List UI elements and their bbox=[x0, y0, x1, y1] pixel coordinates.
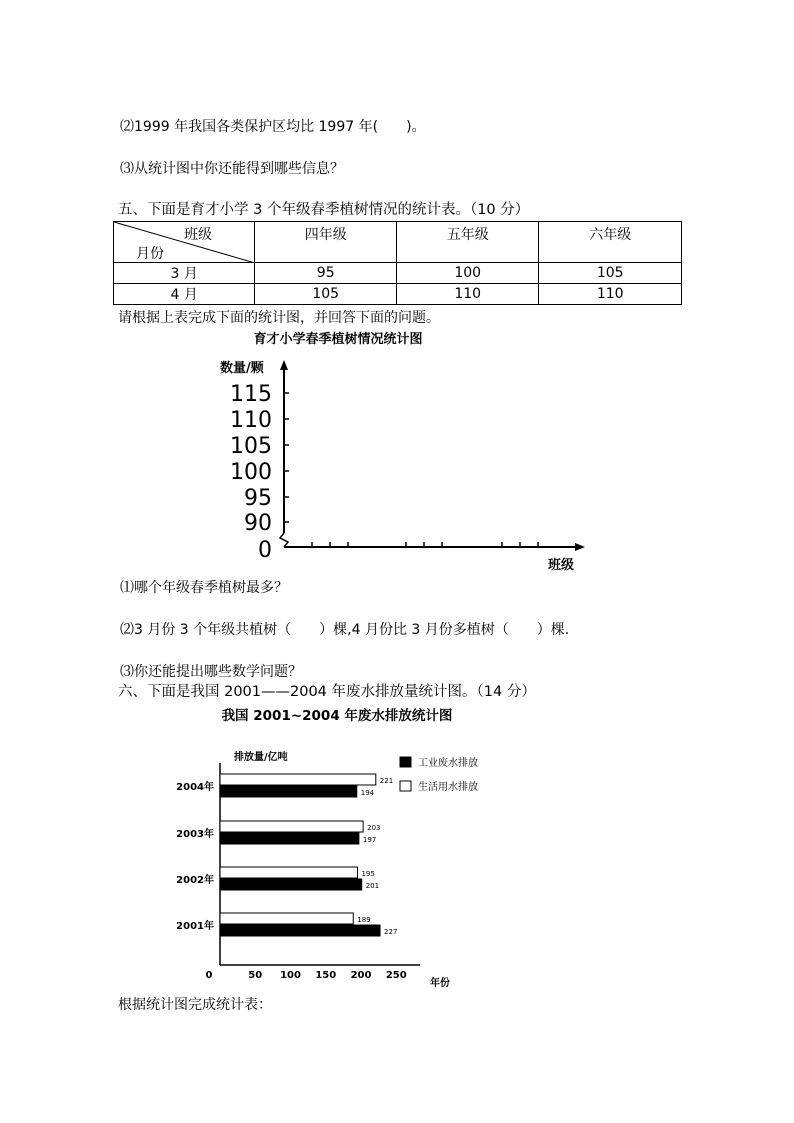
x-axis-arrow bbox=[575, 543, 585, 551]
bar-value-label: 194 bbox=[360, 789, 375, 797]
category-label: 2002年 bbox=[176, 875, 214, 886]
table-cell: 105 bbox=[255, 284, 397, 305]
chart-title: 育才小学春季植树情况统计图 bbox=[253, 332, 423, 347]
bar bbox=[220, 833, 359, 844]
q5-sub2: ⑵3 月份 3 个年级共植树（ ）棵,4 月份比 3 月份多植树（ ）棵. bbox=[120, 622, 570, 638]
table-cell: 110 bbox=[396, 284, 539, 305]
table-cell: 100 bbox=[396, 263, 539, 284]
corner-bottom-label: 月份 bbox=[136, 246, 164, 262]
x-tick-label: 50 bbox=[248, 970, 263, 981]
bar bbox=[220, 879, 362, 890]
y-axis-arrow bbox=[280, 360, 288, 370]
bar-value-label: 197 bbox=[362, 836, 377, 844]
table-row bbox=[114, 263, 682, 284]
y-tick-label: 0 bbox=[258, 538, 272, 563]
bar-value-label: 195 bbox=[361, 870, 375, 878]
table-cell: 95 bbox=[255, 263, 397, 284]
x-tick-label: 0 bbox=[205, 970, 213, 981]
y-tick-label: 115 bbox=[230, 382, 272, 407]
bar bbox=[220, 786, 357, 797]
bar-value-label: 227 bbox=[384, 928, 398, 936]
chart-axes bbox=[280, 360, 585, 551]
bar bbox=[220, 867, 357, 878]
category-label: 2003年 bbox=[176, 829, 214, 840]
x-axis-label: 年份 bbox=[430, 978, 450, 989]
tree-chart bbox=[0, 325, 794, 585]
x-tick-label: 200 bbox=[350, 970, 372, 981]
row-label: 3 月 bbox=[114, 263, 255, 284]
category-label: 2001年 bbox=[176, 921, 214, 932]
bar-value-label: 201 bbox=[365, 882, 380, 890]
y-axis-label: 排放量/亿吨 bbox=[234, 752, 288, 763]
q5-sub1: ⑴哪个年级春季植树最多？ bbox=[120, 580, 288, 596]
y-tick-label: 110 bbox=[230, 408, 272, 433]
table-cell: 110 bbox=[539, 284, 682, 305]
legend-swatch bbox=[400, 781, 411, 791]
bar-value-label: 203 bbox=[367, 824, 381, 832]
legend-swatch bbox=[400, 757, 411, 767]
bar bbox=[220, 925, 380, 936]
q5-heading: 五、下面是育才小学 3 个年级春季植树情况的统计表。（10 分） bbox=[118, 202, 530, 218]
x-axis-label: 班级 bbox=[548, 558, 575, 573]
q6-after: 根据统计图完成统计表： bbox=[118, 997, 272, 1013]
y-tick-label: 90 bbox=[244, 511, 272, 536]
table-row bbox=[114, 284, 682, 305]
bar bbox=[220, 821, 363, 832]
chart-legend bbox=[400, 756, 478, 793]
x-tick-label: 250 bbox=[385, 970, 407, 981]
x-tick-label: 100 bbox=[280, 970, 301, 981]
col-header-grade6 bbox=[539, 222, 682, 263]
q4-sub2: ⑵1999 年我国各类保护区均比 1997 年( )。 bbox=[120, 119, 426, 135]
chart-title: 我国 2001~2004 年废水排放统计图 bbox=[221, 708, 453, 724]
bar-value-label: 189 bbox=[357, 916, 371, 924]
row-label: 4 月 bbox=[114, 284, 255, 305]
q5-sub3: ⑶你还能提出哪些数学问题？ bbox=[120, 664, 302, 680]
legend-label: 生活用水排放 bbox=[418, 782, 478, 793]
chart-bars bbox=[220, 774, 397, 936]
col-header-label: 六年级 bbox=[589, 227, 632, 243]
bar-value-label: 221 bbox=[379, 777, 394, 785]
legend-label: 工业废水排放 bbox=[418, 758, 478, 769]
col-header-grade4 bbox=[255, 222, 397, 263]
y-tick-label: 95 bbox=[244, 486, 272, 511]
q4-sub3: ⑶从统计图中你还能得到哪些信息？ bbox=[120, 161, 344, 177]
q5-instruction: 请根据上表完成下面的统计图，并回答下面的问题。 bbox=[118, 310, 440, 326]
bar bbox=[220, 774, 376, 785]
category-label: 2004年 bbox=[176, 782, 214, 793]
x-tick-label: 150 bbox=[315, 970, 337, 981]
axis-break bbox=[280, 533, 288, 547]
wastewater-chart bbox=[0, 700, 794, 990]
col-header-grade5 bbox=[396, 222, 539, 263]
y-tick-label: 105 bbox=[230, 434, 272, 459]
bar bbox=[220, 913, 353, 924]
y-tick-label: 100 bbox=[230, 460, 272, 485]
y-tick-labels bbox=[230, 382, 272, 563]
y-axis-label: 数量/颗 bbox=[220, 361, 264, 376]
table-corner-cell bbox=[114, 222, 255, 263]
col-header-label: 四年级 bbox=[304, 227, 347, 243]
col-header-label: 五年级 bbox=[446, 227, 489, 243]
table-cell: 105 bbox=[539, 263, 682, 284]
tree-planting-table bbox=[113, 221, 682, 305]
q6-heading: 六、下面是我国 2001——2004 年废水排放量统计图。（14 分） bbox=[118, 684, 536, 700]
corner-top-label: 班级 bbox=[184, 227, 212, 243]
